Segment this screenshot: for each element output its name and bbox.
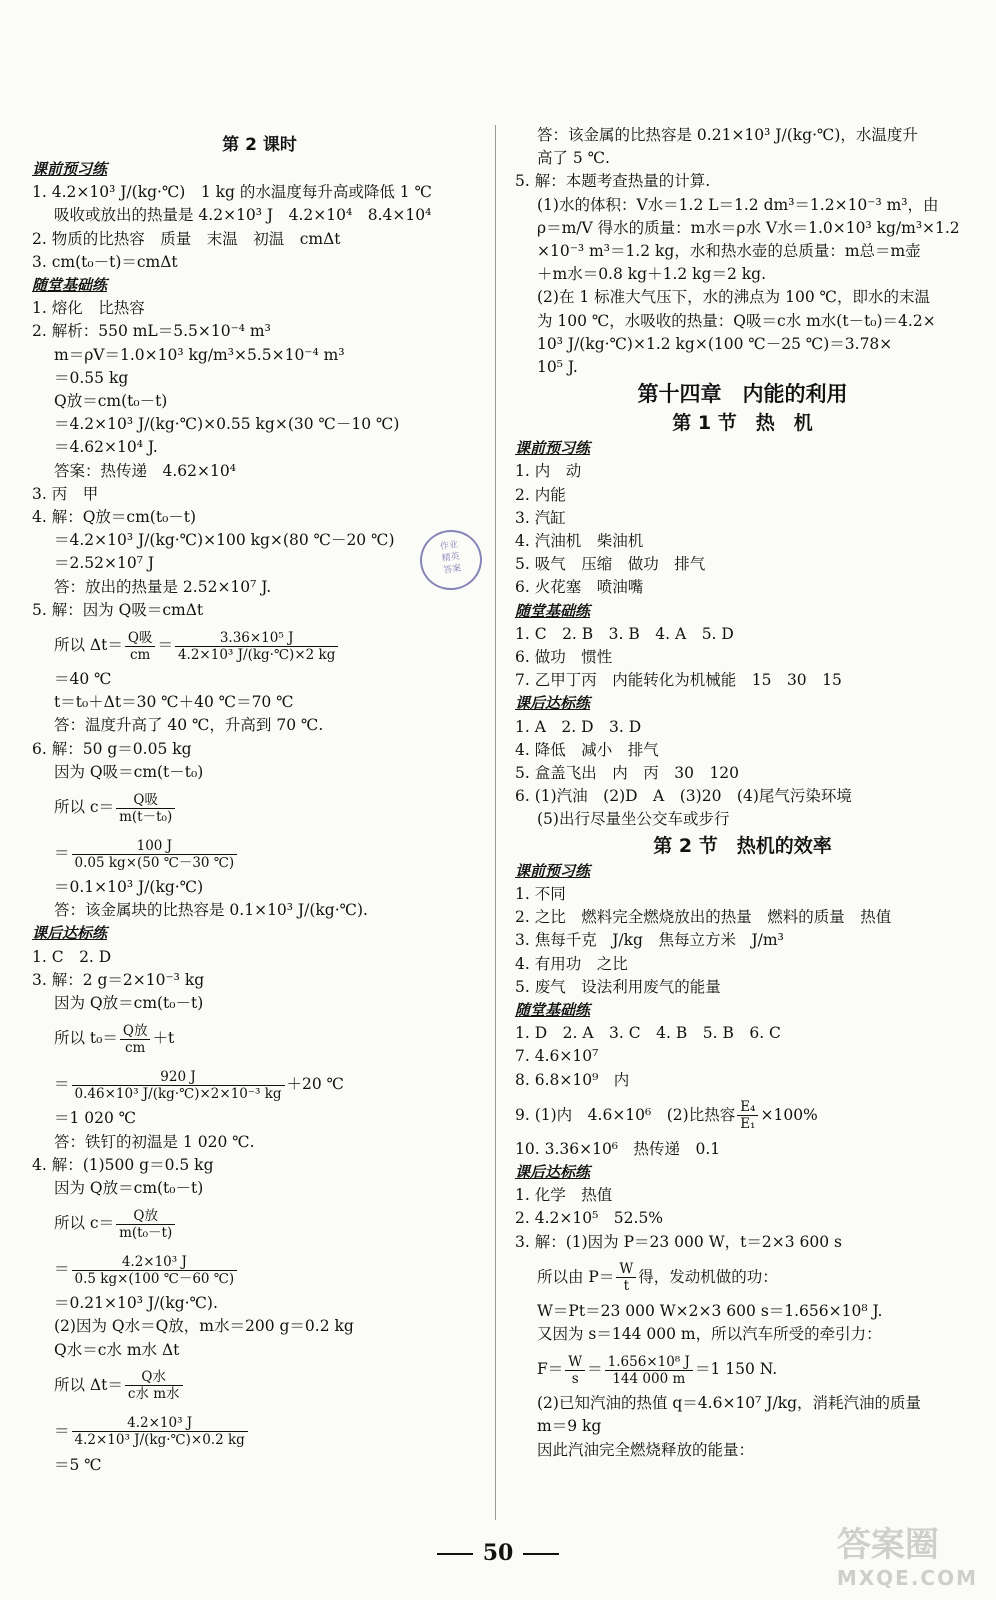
lesson-title: 第 2 课时	[222, 135, 297, 155]
answer-line: 答：该金属的比热容是 0.21×10³ J/(kg·℃)，水温度升	[537, 126, 918, 144]
answer-line: 4. 降低 减小 排气	[515, 740, 659, 759]
text: 所以 c＝	[54, 798, 115, 817]
chapter-title: 第十四章 内能的利用	[637, 382, 848, 407]
denominator: 0.46×10³ J/(kg·℃)×2×10⁻³ kg	[74, 1085, 282, 1102]
numerator: W	[565, 1354, 585, 1371]
answer-line: 3. 解：(1)因为 P＝23 000 W，t＝2×3 600 s	[515, 1232, 842, 1251]
answer-line: ＝5 ℃	[54, 1455, 102, 1474]
answer-line: 7. 乙甲丁丙 内能转化为机械能 15 30 15	[515, 671, 842, 690]
fraction	[737, 1099, 758, 1132]
answer-line: 4. 汽油机 柴油机	[515, 532, 644, 551]
denominator: 0.05 kg×(50 ℃－30 ℃)	[74, 854, 235, 871]
section-heading: 随堂基础练	[515, 1000, 591, 1019]
answer-line: ＋m水＝0.8 kg＋1.2 kg＝2 kg.	[537, 265, 767, 284]
answer-line: ＝0.1×10³ J/(kg·℃)	[54, 878, 204, 897]
answer-line: 5. 废气 设法利用废气的能量	[515, 977, 721, 996]
fraction-line	[515, 1092, 970, 1138]
denominator: c水 m水	[127, 1386, 180, 1403]
answer-line: 答：该金属块的比热容是 0.1×10³ J/(kg·℃).	[54, 901, 368, 920]
numerator: W	[616, 1261, 636, 1278]
denominator: E₁	[740, 1116, 756, 1133]
denominator: 144 000 m	[612, 1370, 686, 1387]
answer-line: 4. 解：(1)500 g＝0.5 kg	[32, 1155, 214, 1174]
answer-line: 2. 之比 燃料完全燃烧放出的热量 燃料的质量 热值	[515, 908, 892, 927]
denominator: t	[623, 1278, 630, 1295]
answer-line: ＝1 020 ℃	[54, 1109, 137, 1128]
denominator: 0.5 kg×(100 ℃－60 ℃)	[74, 1270, 235, 1287]
answer-line: 3. 丙 甲	[32, 484, 99, 503]
answer-line: 1. C 2. B 3. B 4. A 5. D	[515, 624, 734, 643]
fraction-line	[32, 1246, 487, 1292]
numerator: Q吸	[116, 792, 175, 809]
answer-line: 6. 火花塞 喷油嘴	[515, 578, 644, 597]
stamp-text: 答案	[442, 563, 462, 577]
text: 所以 Δt＝	[54, 1375, 123, 1394]
answer-line: 因为 Q放＝cm(t₀－t)	[54, 1178, 204, 1197]
answer-line: 1. D 2. A 3. C 4. B 5. B 6. C	[515, 1024, 781, 1043]
numerator: E₄	[737, 1099, 758, 1116]
answer-line: Q水＝c水 m水 Δt	[54, 1340, 180, 1359]
text: ＋20 ℃	[286, 1075, 345, 1094]
fraction	[605, 1354, 693, 1387]
answer-line: W＝Pt＝23 000 W×2×3 600 s＝1.656×10⁸ J.	[537, 1301, 883, 1320]
answer-line: 1. 熔化 比热容	[32, 299, 145, 318]
section-heading: 课后达标练	[32, 924, 108, 943]
answer-line: (2)已知汽油的热值 q＝4.6×10⁷ J/kg，消耗汽油的质量	[537, 1394, 922, 1413]
answer-line: 因为 Q放＝cm(t₀－t)	[54, 994, 204, 1013]
text: ＝	[54, 844, 70, 863]
fraction-line	[515, 1346, 970, 1392]
text: ＝1 150 N.	[694, 1360, 778, 1379]
section-heading: 课后达标练	[515, 1162, 591, 1181]
answer-line: 1. A 2. D 3. D	[515, 717, 642, 736]
answer-line: 1. 化学 热值	[515, 1186, 613, 1205]
numerator: 4.2×10³ J	[72, 1415, 248, 1432]
section-heading: 随堂基础练	[32, 276, 108, 295]
answer-line: (1)水的体积：V水＝1.2 L＝1.2 dm³＝1.2×10⁻³ m³，由	[537, 195, 939, 214]
answer-line: 答案：热传递 4.62×10⁴	[54, 461, 236, 480]
answer-line: 8. 6.8×10⁹ 内	[515, 1070, 630, 1089]
section-title: 第 1 节 热 机	[672, 412, 813, 435]
text: 9. (1)内 4.6×10⁶ (2)比热容	[515, 1105, 736, 1124]
text: 所以 Δt＝	[54, 636, 123, 655]
fraction-line	[515, 1254, 970, 1300]
section-heading: 随堂基础练	[515, 601, 591, 620]
answer-line: ＝4.2×10³ J/(kg·℃)×100 kg×(80 ℃－20 ℃)	[54, 531, 395, 550]
text: ＝	[54, 1421, 70, 1440]
fraction	[616, 1261, 636, 1294]
denominator: s	[571, 1370, 579, 1387]
fraction-line	[32, 830, 487, 876]
answer-line: 为 100 ℃，水吸收的热量：Q吸＝c水 m水(t－t₀)＝4.2×	[537, 311, 936, 330]
text: 所以 t₀＝	[54, 1029, 118, 1048]
answer-line: 6. (1)汽油 (2)D A (3)20 (4)尾气污染环境	[515, 787, 852, 806]
stamp-text: 作业	[439, 539, 459, 553]
answer-line: ＝2.52×10⁷ J	[54, 554, 155, 573]
column-divider	[495, 125, 496, 1520]
answer-line: 5. 解：本题考查热量的计算.	[515, 172, 711, 191]
fraction	[125, 630, 156, 663]
answer-line: ＝40 ℃	[54, 670, 112, 689]
answer-line: 5. 解：因为 Q吸＝cmΔt	[32, 600, 204, 619]
stamp-text: 精英	[441, 551, 461, 565]
watermark-logo	[837, 1517, 978, 1590]
section-heading: 课前预习练	[32, 160, 108, 178]
answer-line: 5. 盒盖飞出 内 丙 30 120	[515, 764, 740, 783]
answer-line: ＝4.62×10⁴ J.	[54, 438, 158, 457]
numerator: 920 J	[72, 1069, 285, 1086]
answer-line: 5. 吸气 压缩 做功 排气	[515, 555, 706, 574]
fraction	[175, 630, 338, 663]
text: 所以 c＝	[54, 1214, 115, 1233]
answer-line: 2. 解析：550 mL＝5.5×10⁻⁴ m³	[32, 322, 271, 341]
answer-line: 2. 内能	[515, 485, 566, 504]
answer-line: 答：铁钉的初温是 1 020 ℃.	[54, 1132, 255, 1151]
text: ＋t	[152, 1029, 175, 1048]
denominator: cm	[124, 1039, 146, 1056]
fraction-line	[32, 784, 487, 830]
denominator: 4.2×10³ J/(kg·℃)×2 kg	[177, 646, 336, 663]
denominator: cm	[129, 646, 151, 663]
numerator: Q吸	[125, 630, 156, 647]
answer-line: 1. 4.2×10³ J/(kg·℃) 1 kg 的水温度每升高或降低 1 ℃	[32, 183, 432, 202]
fraction-line	[32, 1015, 487, 1061]
answer-line: 1. 内 动	[515, 462, 582, 481]
answer-line: (2)在 1 标准大气压下，水的沸点为 100 ℃，即水的末温	[537, 288, 930, 307]
answer-line: ×10⁻³ m³＝1.2 kg，水和热水壶的总质量：m总＝m壶	[537, 242, 921, 261]
fraction-line	[32, 1200, 487, 1246]
numerator: 4.2×10³ J	[72, 1254, 238, 1271]
watermark-url: MXQE.COM	[836, 1566, 978, 1590]
answer-line: (2)因为 Q水＝Q放，m水＝200 g＝0.2 kg	[54, 1317, 354, 1336]
answer-line: 10⁵ J.	[537, 358, 578, 377]
page-number: 50	[482, 1540, 514, 1566]
fraction-line	[32, 1362, 487, 1408]
answer-line: 答：放出的热量是 2.52×10⁷ J.	[54, 577, 272, 596]
answer-line: 答：温度升高了 40 ℃，升高到 70 ℃.	[54, 716, 324, 735]
answer-line: 吸收或放出的热量是 4.2×10³ J 4.2×10⁴ 8.4×10⁴	[54, 206, 432, 225]
answer-line: 10. 3.36×10⁶ 热传递 0.1	[515, 1139, 721, 1158]
section-heading: 课前预习练	[515, 861, 591, 880]
answer-line: 7. 4.6×10⁷	[515, 1047, 599, 1066]
left-column	[32, 132, 487, 1477]
answer-line: 因此汽油完全燃烧释放的能量：	[537, 1440, 755, 1459]
answer-line: t＝t₀＋Δt＝30 ℃＋40 ℃＝70 ℃	[54, 693, 294, 712]
answer-line: 因为 Q吸＝cm(t－t₀)	[54, 762, 204, 781]
text: ×100%	[760, 1105, 818, 1124]
fraction	[120, 1023, 151, 1056]
answer-line: m＝9 kg	[537, 1417, 602, 1436]
answer-line: 2. 4.2×10⁵ 52.5%	[515, 1209, 664, 1228]
answer-line: m＝ρV＝1.0×10³ kg/m³×5.5×10⁻⁴ m³	[54, 345, 345, 364]
fraction	[72, 1069, 285, 1102]
numerator: 3.36×10⁵ J	[175, 630, 338, 647]
answer-line: 1. C 2. D	[32, 947, 112, 966]
denominator: m(t₀－t)	[119, 1224, 173, 1241]
fraction	[125, 1369, 183, 1402]
right-column	[515, 124, 970, 1462]
answer-line: 3. 解：2 g＝2×10⁻³ kg	[32, 970, 205, 989]
footer-dash-right	[523, 1553, 559, 1555]
text: ＝	[587, 1360, 603, 1379]
watermark-text: 答案圈	[836, 1525, 939, 1565]
section-heading: 课前预习练	[515, 439, 591, 458]
text: F＝	[537, 1360, 564, 1379]
denominator: 4.2×10³ J/(kg·℃)×0.2 kg	[74, 1432, 245, 1449]
fraction	[72, 1254, 238, 1287]
fraction	[565, 1354, 585, 1387]
answer-line: 3. cm(t₀－t)＝cmΔt	[32, 252, 178, 271]
numerator: Q水	[125, 1369, 183, 1386]
answer-line: 4. 有用功 之比	[515, 954, 628, 973]
answer-line: ＝4.2×10³ J/(kg·℃)×0.55 kg×(30 ℃－10 ℃)	[54, 415, 400, 434]
text: ＝	[54, 1260, 70, 1279]
fraction-line	[32, 1408, 487, 1454]
answer-line: 10³ J/(kg·℃)×1.2 kg×(100 ℃－25 ℃)＝3.78×	[537, 334, 893, 353]
numerator: Q放	[116, 1208, 175, 1225]
answer-line: 高了 5 ℃.	[537, 149, 610, 168]
answer-line: 4. 解：Q放＝cm(t₀－t)	[32, 508, 197, 527]
answer-line: Q放＝cm(t₀－t)	[54, 392, 168, 411]
denominator: m(t－t₀)	[119, 808, 173, 825]
answer-line: ρ＝m/V 得水的质量：m水＝ρ水 V水＝1.0×10³ kg/m³×1.2	[537, 218, 960, 237]
answer-line: (5)出行尽量坐公交车或步行	[537, 810, 730, 829]
fraction	[116, 1208, 175, 1241]
answer-line: 2. 物质的比热容 质量 末温 初温 cmΔt	[32, 229, 341, 248]
numerator: 1.656×10⁸ J	[605, 1354, 693, 1371]
answer-line: 6. 解：50 g＝0.05 kg	[32, 739, 192, 758]
text: 得，发动机做的功：	[638, 1267, 778, 1286]
numerator: 100 J	[72, 838, 238, 855]
section-title: 第 2 节 热机的效率	[653, 834, 832, 857]
answer-line: 3. 汽缸	[515, 508, 566, 527]
fraction-line	[32, 1061, 487, 1107]
fraction	[72, 838, 238, 871]
numerator: Q放	[120, 1023, 151, 1040]
answer-line: ＝0.21×10³ J/(kg·℃).	[54, 1294, 218, 1313]
text: ＝	[54, 1075, 70, 1094]
section-heading: 课后达标练	[515, 694, 591, 713]
answer-line: 3. 焦每千克 J/kg 焦每立方米 J/m³	[515, 931, 784, 950]
answer-line: 6. 做功 惯性	[515, 648, 613, 667]
text: ＝	[157, 636, 173, 655]
fraction	[72, 1415, 248, 1448]
footer-dash-left	[437, 1553, 473, 1555]
answer-line: ＝0.55 kg	[54, 368, 129, 387]
answer-line: 又因为 s＝144 000 m，所以汽车所受的牵引力：	[537, 1324, 882, 1343]
answer-line: 1. 不同	[515, 884, 566, 903]
fraction	[116, 792, 175, 825]
text: 所以由 P＝	[537, 1267, 615, 1286]
fraction-line	[32, 622, 487, 668]
